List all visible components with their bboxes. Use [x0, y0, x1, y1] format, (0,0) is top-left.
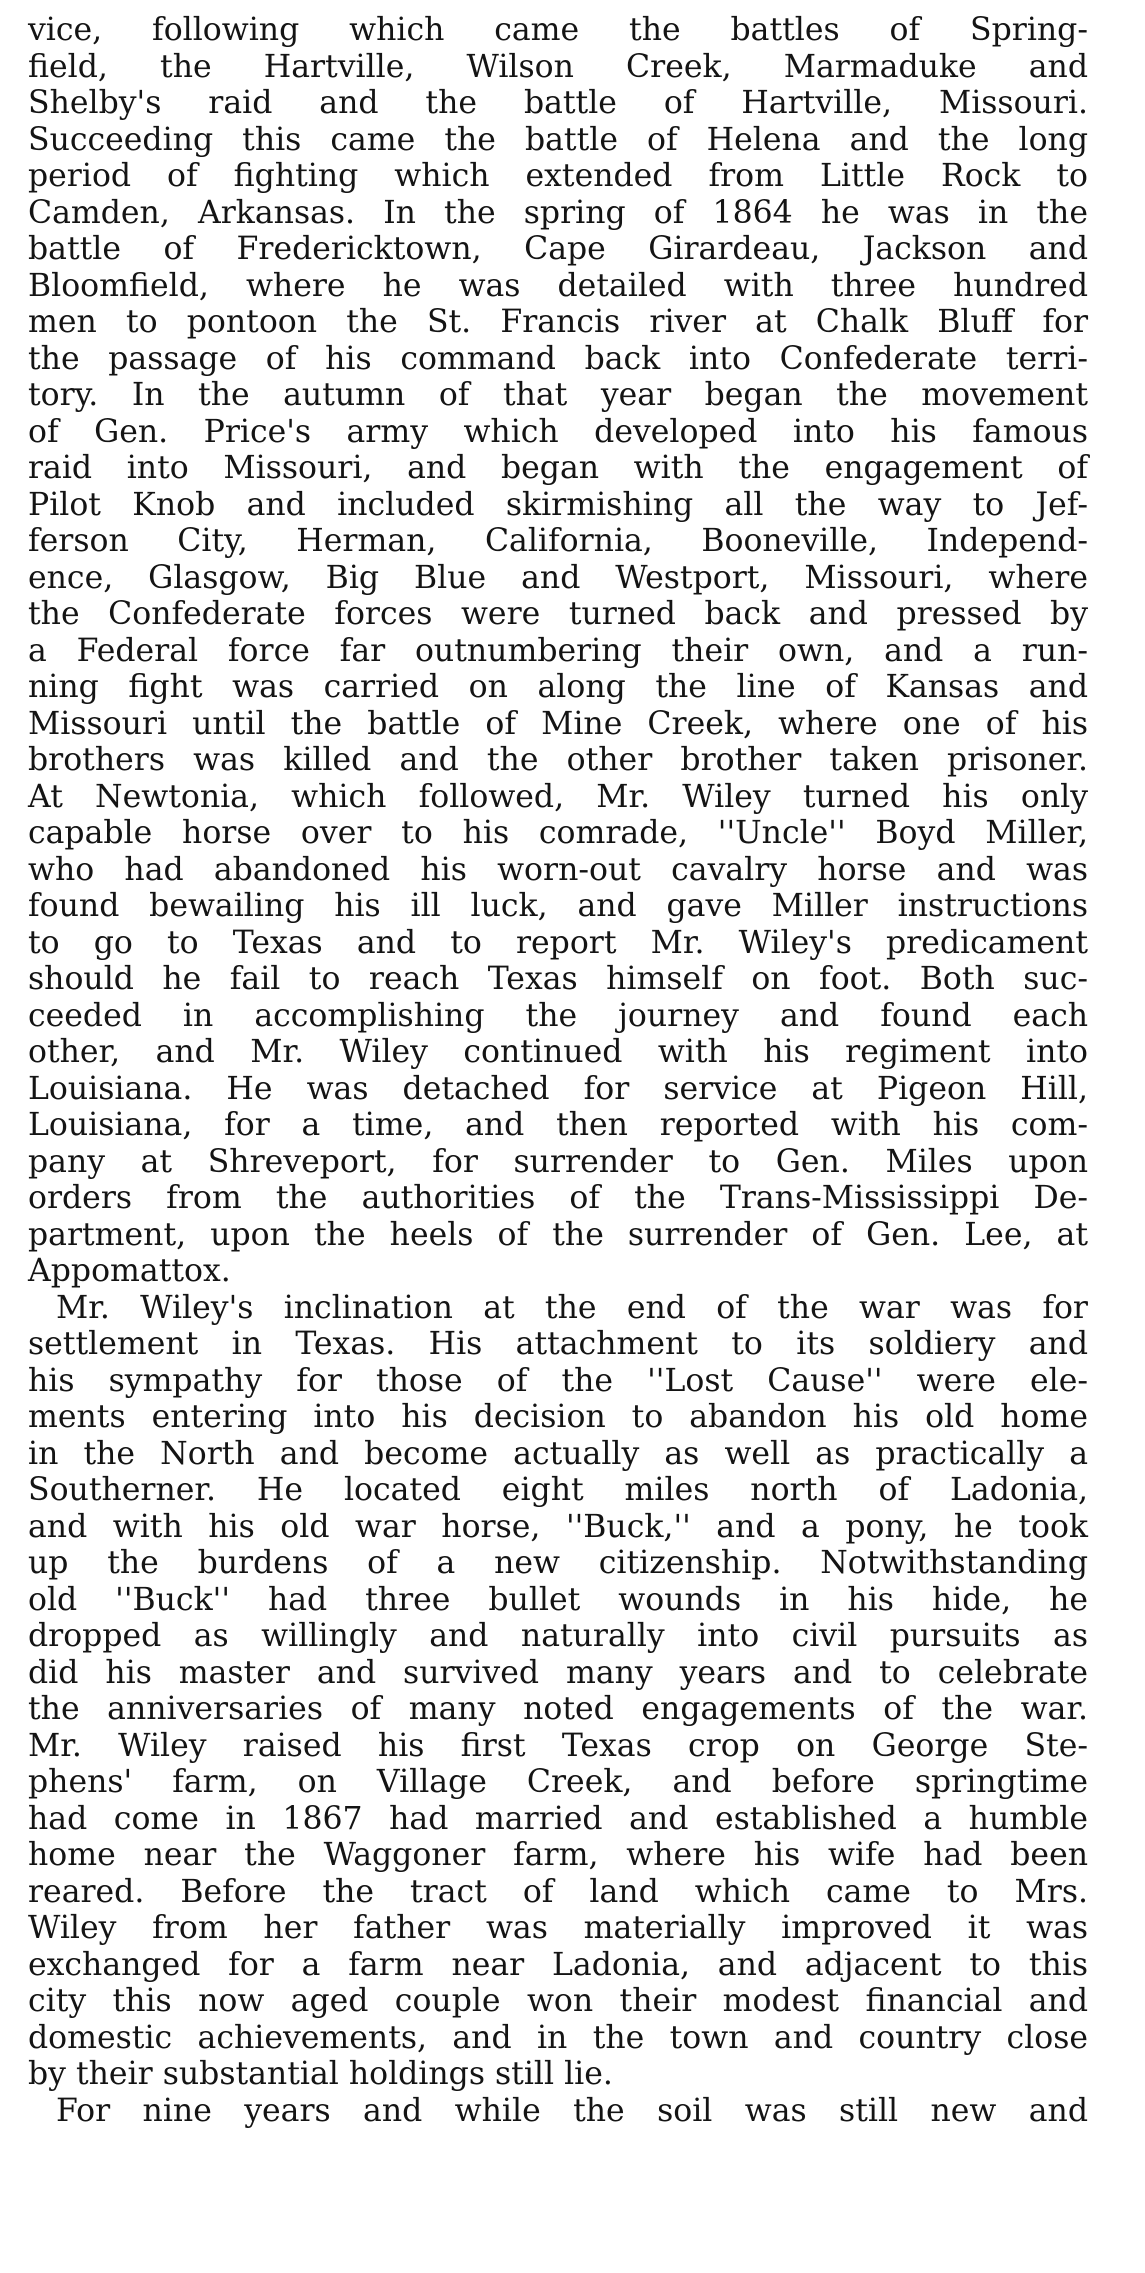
text-line: the anniversaries of many noted engagements of the war.: [28, 1691, 1088, 1727]
text-line: raid into Missouri, and began with the engagement of: [28, 450, 1088, 486]
text-line: Shelby's raid and the battle of Hartville, Missouri.: [28, 85, 1088, 121]
text-line: who had abandoned his worn-out cavalry horse and was: [28, 851, 1088, 888]
text-line: and with his old war horse, ''Buck,'' and a pony, he took: [28, 1508, 1088, 1545]
text-line: the Confederate forces were turned back and pressed by: [28, 596, 1088, 632]
text-line: ments entering into his decision to abandon his old home: [28, 1399, 1088, 1435]
text-line: capable horse over to his comrade, ''Uncle'' Boyd Miller,: [28, 815, 1088, 851]
text-line: reared. Before the tract of land which came to Mrs.: [28, 1873, 1088, 1910]
text-line: old ''Buck'' had three bullet wounds in his hide, he: [28, 1581, 1088, 1618]
text-line: had come in 1867 had married and established a humble: [28, 1800, 1088, 1837]
paragraph: [28, 1290, 1088, 2093]
text-line: orders from the authorities of the Trans-Mississippi De-: [28, 1180, 1088, 1216]
text-line: of Gen. Price's army which developed into his famous: [28, 413, 1088, 450]
text-line: Camden, Arkansas. In the spring of 1864 he was in the: [28, 194, 1088, 231]
text-line: did his master and survived many years and to celebrate: [28, 1654, 1088, 1691]
text-line: up the burdens of a new citizenship. Notwithstanding: [28, 1545, 1088, 1581]
text-line: other, and Mr. Wiley continued with his regiment into: [28, 1034, 1088, 1070]
document-page: [28, 12, 1088, 2129]
text-line: Southerner. He located eight miles north of Ladonia,: [28, 1472, 1088, 1508]
text-line: dropped as willingly and naturally into civil pursuits as: [28, 1618, 1088, 1654]
text-line: settlement in Texas. His attachment to its soldiery and: [28, 1326, 1088, 1362]
text-line: a Federal force far outnumbering their own, and a run-: [28, 632, 1088, 669]
text-line: period of fighting which extended from Little Rock to: [28, 158, 1088, 194]
text-line: ceeded in accomplishing the journey and found each: [28, 997, 1088, 1034]
text-line: domestic achievements, and in the town and country close: [28, 2019, 1088, 2056]
text-line: home near the Waggoner farm, where his wife had been: [28, 1837, 1088, 1873]
text-line: ence, Glasgow, Big Blue and Westport, Missouri, where: [28, 559, 1088, 596]
text-line: Succeeding this came the battle of Helena and the long: [28, 121, 1088, 158]
text-line: his sympathy for those of the ''Lost Cause'' were ele-: [28, 1362, 1088, 1399]
text-line: partment, upon the heels of the surrender of Gen. Lee, at: [28, 1216, 1088, 1253]
text-line: in the North and become actually as well as practically a: [28, 1435, 1088, 1472]
text-line: Mr. Wiley raised his first Texas crop on George Ste-: [28, 1727, 1088, 1764]
text-line: brothers was killed and the other brother taken prisoner.: [28, 742, 1088, 778]
partial-text-line: For nine years and while the soil was still new and: [56, 2092, 1088, 2129]
text-line: pany at Shreveport, for surrender to Gen. Miles upon: [28, 1143, 1088, 1180]
paragraph: [28, 12, 1088, 1290]
text-line: Mr. Wiley's inclination at the end of the war was for: [56, 1289, 1088, 1326]
text-line: Louisiana. He was detached for service at Pigeon Hill,: [28, 1070, 1088, 1107]
text-line: ning fight was carried on along the line of Kansas and: [28, 669, 1088, 705]
text-line: tory. In the autumn of that year began the movement: [28, 377, 1088, 413]
text-line: found bewailing his ill luck, and gave Miller instructions: [28, 888, 1088, 924]
text-line: vice, following which came the battles of Spring-: [28, 12, 1088, 48]
text-line: to go to Texas and to report Mr. Wiley's predicament: [28, 924, 1088, 961]
text-line: phens' farm, on Village Creek, and before springtime: [28, 1764, 1088, 1800]
text-line: Bloomfield, where he was detailed with three hundred: [28, 267, 1088, 304]
text-line: battle of Fredericktown, Cape Girardeau, Jackson and: [28, 231, 1088, 267]
text-line: exchanged for a farm near Ladonia, and adjacent to this: [28, 1946, 1088, 1983]
text-line: At Newtonia, which followed, Mr. Wiley turned his only: [28, 778, 1088, 815]
text-line: the passage of his command back into Confederate terri-: [28, 340, 1088, 377]
text-line: ferson City, Herman, California, Booneville, Independ-: [28, 523, 1088, 559]
text-line: city this now aged couple won their modest financial and: [28, 1983, 1088, 2019]
text-line: by their substantial holdings still lie.: [28, 2056, 613, 2092]
text-line: Louisiana, for a time, and then reported with his com-: [28, 1107, 1088, 1143]
text-line: Missouri until the battle of Mine Creek, where one of his: [28, 705, 1088, 742]
text-line: men to pontoon the St. Francis river at Chalk Bluff for: [28, 304, 1088, 340]
text-line: Pilot Knob and included skirmishing all the way to Jef-: [28, 486, 1088, 523]
text-line: should he fail to reach Texas himself on foot. Both suc-: [28, 961, 1088, 997]
text-line: field, the Hartville, Wilson Creek, Marmaduke and: [28, 48, 1088, 85]
text-line: Appomattox.: [28, 1253, 231, 1289]
text-line: Wiley from her father was materially improved it was: [28, 1910, 1088, 1946]
